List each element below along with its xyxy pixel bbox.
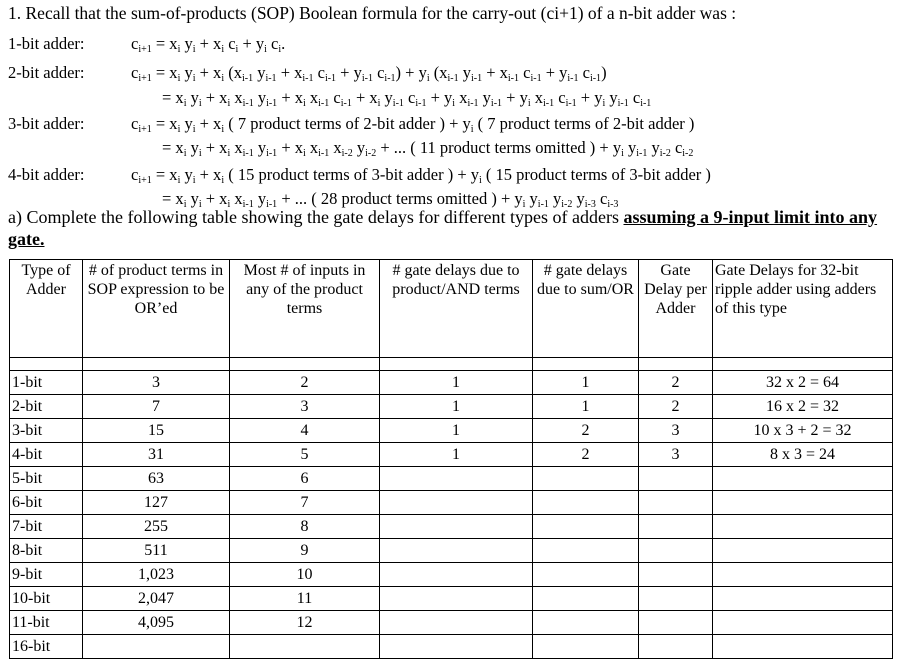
row-type-cell: 3-bit — [10, 419, 83, 443]
table-cell — [533, 611, 639, 635]
table-row — [10, 539, 893, 563]
table-cell — [713, 491, 893, 515]
spacer-cell — [10, 358, 83, 371]
table-cell: 1 — [380, 419, 533, 443]
table-cell: 255 — [83, 515, 230, 539]
table-cell — [380, 611, 533, 635]
table-cell: 10 x 3 + 2 = 32 — [713, 419, 893, 443]
formula-line: $c_{i+1} = x_i$ $y_i + x_i$ ( 7 product terms of 2-bit adder ) + $y_i$ ( 7 product terms of 2-bit adder ) — [131, 114, 695, 135]
header-32bit-delays: Gate Delays for 32-bit ripple adder using adders of this type — [713, 260, 893, 358]
table-cell: 3 — [639, 443, 713, 467]
table-cell: 3 — [639, 419, 713, 443]
table-cell — [533, 467, 639, 491]
table-cell: 1 — [533, 371, 639, 395]
table-row — [10, 443, 893, 467]
table-spacer-row — [10, 358, 893, 371]
table-cell — [83, 635, 230, 659]
spacer-cell — [83, 358, 230, 371]
gate-delay-table — [9, 259, 893, 659]
table-cell: 4 — [230, 419, 380, 443]
spacer-cell — [380, 358, 533, 371]
part-a-emphasis: assuming a 9-input limit into any gate. — [8, 207, 878, 249]
table-cell — [533, 539, 639, 563]
table-cell: 8 — [230, 515, 380, 539]
table-cell — [380, 539, 533, 563]
table-cell — [713, 611, 893, 635]
table-cell: 8 x 3 = 24 — [713, 443, 893, 467]
table-cell: 63 — [83, 467, 230, 491]
table-cell — [639, 587, 713, 611]
table-cell — [380, 635, 533, 659]
table-cell: 2 — [639, 371, 713, 395]
formula-line: = $x_i$ $y_i + x_i$ $x_{i-1}$ $y_{i-1}$ + ... ( 28 product terms omitted ) + $y_i$ $y_{i-1}$ $y_{i-2}$ $y_{i-3}$ $c_{i-3}$ — [162, 189, 619, 210]
row-type-cell: 10-bit — [10, 587, 83, 611]
table-cell — [639, 635, 713, 659]
table-row — [10, 467, 893, 491]
table-cell: 12 — [230, 611, 380, 635]
spacer-cell — [533, 358, 639, 371]
table-cell: 1 — [380, 395, 533, 419]
table-cell: 31 — [83, 443, 230, 467]
table-cell: 32 x 2 = 64 — [713, 371, 893, 395]
header-most-inputs: Most # of inputs in any of the product terms — [230, 260, 380, 358]
spacer-cell — [639, 358, 713, 371]
table-cell: 16 x 2 = 32 — [713, 395, 893, 419]
table-cell — [533, 491, 639, 515]
table-cell — [713, 515, 893, 539]
table-row — [10, 563, 893, 587]
formula-line: $c_{i+1} = x_i$ $y_i + x_i$ $c_i + y_i$ $c_i$. — [131, 34, 286, 55]
table-cell — [380, 587, 533, 611]
table-header-row — [10, 260, 893, 358]
row-type-cell: 8-bit — [10, 539, 83, 563]
row-type-cell: 11-bit — [10, 611, 83, 635]
table-cell — [639, 467, 713, 491]
table-cell: 1 — [380, 371, 533, 395]
table-cell — [380, 515, 533, 539]
table-cell: 1 — [533, 395, 639, 419]
row-type-cell: 9-bit — [10, 563, 83, 587]
table-cell: 15 — [83, 419, 230, 443]
header-and-delays: # gate delays due to product/AND terms — [380, 260, 533, 358]
table-row — [10, 515, 893, 539]
table-cell: 2,047 — [83, 587, 230, 611]
row-type-cell: 1-bit — [10, 371, 83, 395]
table-row — [10, 491, 893, 515]
table-cell — [713, 563, 893, 587]
table-row — [10, 611, 893, 635]
table-cell — [713, 635, 893, 659]
table-cell: 7 — [230, 491, 380, 515]
table-cell: 3 — [83, 371, 230, 395]
table-cell: 10 — [230, 563, 380, 587]
table-row — [10, 395, 893, 419]
table-cell: 2 — [639, 395, 713, 419]
table-row — [10, 371, 893, 395]
header-product-terms: # of product terms in SOP expression to be OR’ed — [83, 260, 230, 358]
table-cell: 2 — [230, 371, 380, 395]
table-cell — [380, 491, 533, 515]
spacer-cell — [230, 358, 380, 371]
table-cell: 127 — [83, 491, 230, 515]
table-cell — [533, 515, 639, 539]
table-cell — [533, 635, 639, 659]
table-cell — [713, 587, 893, 611]
table-cell — [380, 467, 533, 491]
formula-line: = $x_i$ $y_i + x_i$ $x_{i-1}$ $y_{i-1} + x_i$ $x_{i-1}$ $c_{i-1} + x_i$ $y_{i-1}$ $c_{i-1} + y_i$ $x_{i-1}$ $y_{i-1} + y_i$ $x_{i-1}$ $c_{i-1} + y_i$ $y_{i-1}$ $c_{i-1}$ — [162, 88, 652, 109]
adder-label: 1-bit adder: — [8, 34, 85, 53]
table-cell: 4,095 — [83, 611, 230, 635]
table-cell — [380, 563, 533, 587]
table-cell — [639, 515, 713, 539]
table-cell: 1 — [380, 443, 533, 467]
table-cell — [713, 539, 893, 563]
header-gate-delay-per-adder: Gate Delay per Adder — [639, 260, 713, 358]
row-type-cell: 7-bit — [10, 515, 83, 539]
table-row — [10, 419, 893, 443]
row-type-cell: 5-bit — [10, 467, 83, 491]
table-row — [10, 635, 893, 659]
table-cell: 1,023 — [83, 563, 230, 587]
formula-line: $c_{i+1} = x_i$ $y_i + x_i$ ( 15 product terms of 3-bit adder ) + $y_i$ ( 15 product terms of 3-bit adder ) — [131, 165, 711, 186]
table-cell: 3 — [230, 395, 380, 419]
row-type-cell: 4-bit — [10, 443, 83, 467]
table-cell — [639, 491, 713, 515]
table-cell — [639, 611, 713, 635]
table-cell: 2 — [533, 419, 639, 443]
formula-line: $c_{i+1} = x_i$ $y_i + x_i$ ($x_{i-1}$ $y_{i-1} + x_{i-1}$ $c_{i-1} + y_{i-1}$ $c_{i-1}) + y_i$ ($x_{i-1}$ $y_{i-1} + x_{i-1}$ $c_{i-1} + y_{i-1}$ $c_{i-1}$) — [131, 63, 607, 84]
part-a-instructions — [8, 206, 913, 250]
table-cell — [639, 563, 713, 587]
table-cell — [639, 539, 713, 563]
table-cell: 5 — [230, 443, 380, 467]
table-cell: 7 — [83, 395, 230, 419]
formula-line: = $x_i$ $y_i + x_i$ $x_{i-1}$ $y_{i-1} + x_i$ $x_{i-1}$ $x_{i-2}$ $y_{i-2}$ + ... ( 11 product terms omitted ) + $y_i$ $y_{i-1}$ $y_{i-2}$ $c_{i-2}$ — [162, 138, 694, 159]
adder-label: 3-bit adder: — [8, 114, 85, 133]
header-type: Type of Adder — [10, 260, 83, 358]
row-type-cell: 6-bit — [10, 491, 83, 515]
table-cell: 6 — [230, 467, 380, 491]
table-cell: 2 — [533, 443, 639, 467]
table-cell — [533, 563, 639, 587]
table-cell: 511 — [83, 539, 230, 563]
adder-label: 4-bit adder: — [8, 165, 85, 184]
row-type-cell: 2-bit — [10, 395, 83, 419]
header-or-delays: # gate delays due to sum/OR — [533, 260, 639, 358]
spacer-cell — [713, 358, 893, 371]
table-row — [10, 587, 893, 611]
table-cell — [230, 635, 380, 659]
table-cell — [533, 587, 639, 611]
part-a-prefix: a) Complete the following table showing the gate delays for different types of adders — [8, 207, 624, 227]
table-cell: 11 — [230, 587, 380, 611]
question-intro: 1. Recall that the sum-of-products (SOP) Boolean formula for the carry-out (ci+1) of a n-bit adder was : — [8, 3, 737, 23]
row-type-cell: 16-bit — [10, 635, 83, 659]
table-cell: 9 — [230, 539, 380, 563]
adder-label: 2-bit adder: — [8, 63, 85, 82]
table-cell — [713, 467, 893, 491]
